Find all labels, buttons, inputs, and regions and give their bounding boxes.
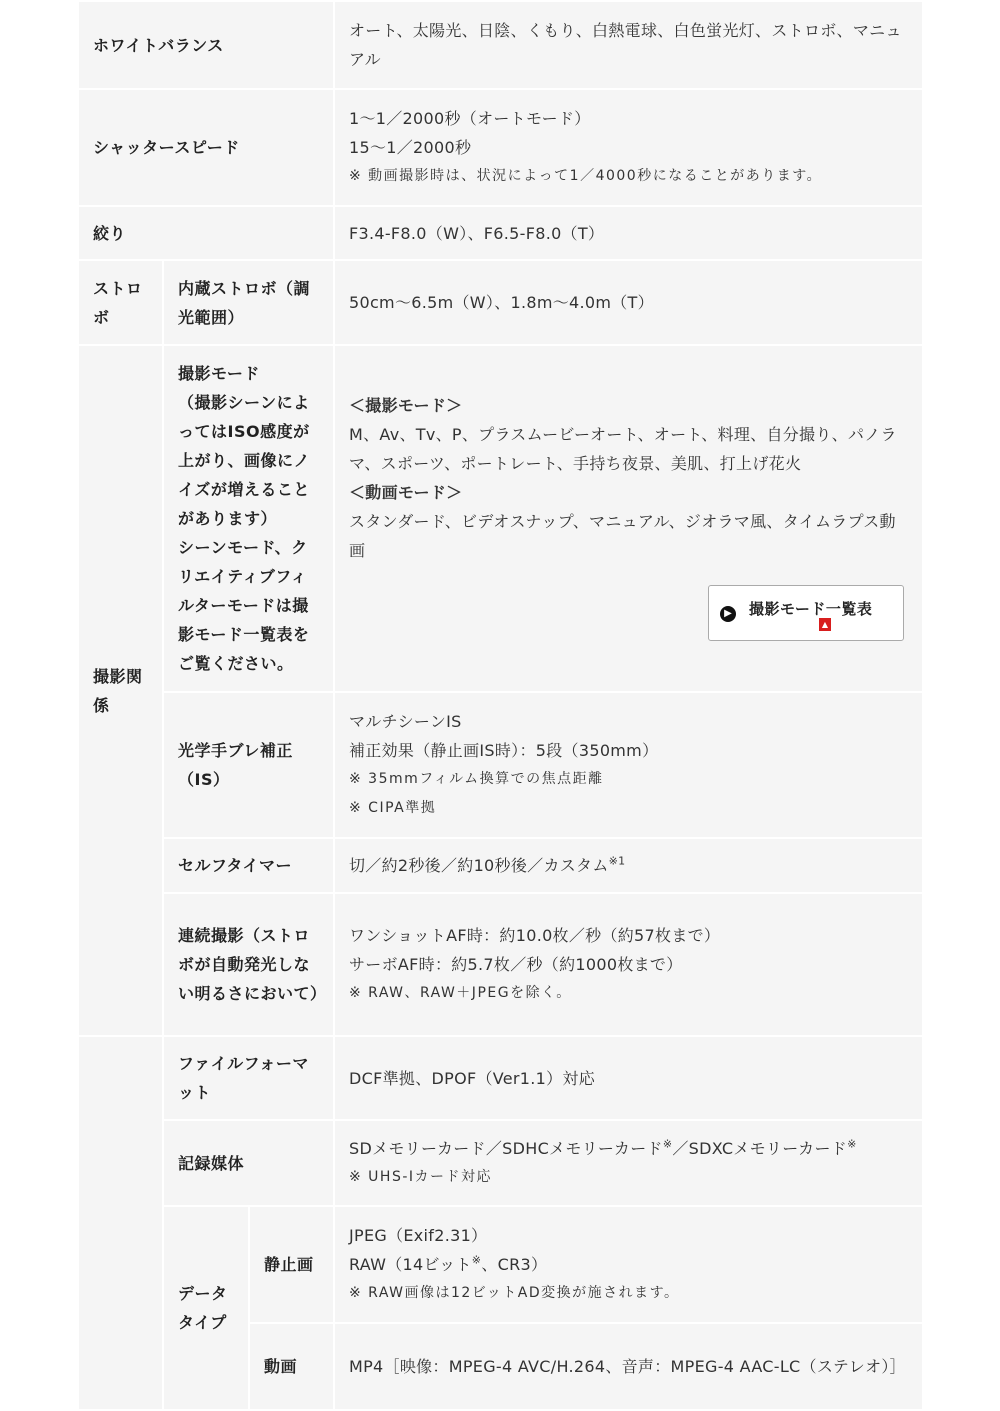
value-still-image xyxy=(334,1206,923,1323)
media-footnote-b: ※ xyxy=(847,1137,857,1151)
label-recording-media: 記録媒体 xyxy=(163,1120,334,1206)
row-file-format xyxy=(78,1036,923,1120)
value-shutter-speed xyxy=(334,89,923,206)
value-recording-media xyxy=(334,1120,923,1206)
shutter-note: ※ 動画撮影時は、状況によって1／4000秒になることがあります。 xyxy=(349,168,823,184)
still-footnote: ※ xyxy=(471,1253,482,1267)
group-recording xyxy=(78,1036,163,1410)
burst-note: ※ RAW、RAW＋JPEGを除く。 xyxy=(349,985,572,1001)
label-movie: 動画 xyxy=(249,1323,334,1410)
self-timer-text: 切／約2秒後／約10秒後／カスタム xyxy=(349,856,609,875)
movie-mode-heading: ＜動画モード＞ xyxy=(349,483,463,502)
still-line-2a: RAW（14ビット xyxy=(349,1255,472,1274)
value-self-timer xyxy=(334,838,923,893)
arrow-right-icon: ▶ xyxy=(720,606,736,622)
label-aperture: 絞り xyxy=(78,206,334,260)
movie-mode-list: スタンダード、ビデオスナップ、マニュアル、ジオラマ風、タイムラプス動画 xyxy=(349,512,896,560)
still-mode-list: M、Av、Tv、P、プラスムービーオート、オート、料理、自分撮り、パノラマ、スポーツ、ポートレート、手持ち夜景、美肌、打上げ花火 xyxy=(349,425,897,473)
label-white-balance: ホワイトバランス xyxy=(78,1,334,89)
is-line-2: 補正効果（静止画IS時）：5段（350mm） xyxy=(349,741,659,760)
still-line-2 xyxy=(349,1250,908,1279)
still-line-2b: 、CR3） xyxy=(481,1255,548,1274)
pdf-icon: ▲ xyxy=(819,618,831,631)
label-flash-range: 内蔵ストロボ（調光範囲） xyxy=(163,260,334,345)
self-timer-footnote: ※1 xyxy=(608,854,626,868)
label-data-type: データタイプ xyxy=(163,1206,249,1410)
value-image-stabilizer xyxy=(334,692,923,838)
label-image-stabilizer: 光学手ブレ補正（IS） xyxy=(163,692,334,838)
row-self-timer xyxy=(78,838,923,893)
shutter-line-2: 15〜1／2000秒 xyxy=(349,138,472,157)
shooting-mode-title: 撮影モード xyxy=(178,364,260,383)
value-continuous-shooting xyxy=(334,893,923,1036)
row-continuous-shooting xyxy=(78,893,923,1036)
group-flash: ストロボ xyxy=(78,260,163,345)
group-shooting: 撮影関係 xyxy=(78,345,163,1036)
shutter-line-1: 1〜1／2000秒（オートモード） xyxy=(349,109,591,128)
row-aperture xyxy=(78,206,923,260)
value-white-balance: オート、太陽光、日陰、くもり、白熱電球、白色蛍光灯、ストロボ、マニュアル xyxy=(334,1,923,89)
row-data-type-still xyxy=(78,1206,923,1323)
value-movie: MP4［映像：MPEG-4 AVC/H.264、音声：MPEG-4 AAC-LC（ステレオ）］ xyxy=(334,1323,923,1410)
label-shooting-mode xyxy=(163,345,334,692)
media-footnote-a: ※ xyxy=(662,1137,673,1151)
shooting-mode-list-label: 撮影モード一覧表 xyxy=(749,600,873,618)
value-file-format: DCF準拠、DPOF（Ver1.1）対応 xyxy=(334,1036,923,1120)
value-flash-range: 50cm〜6.5m（W）、1.8m〜4.0m（T） xyxy=(334,260,923,345)
row-image-stabilizer xyxy=(78,692,923,838)
row-flash xyxy=(78,260,923,345)
value-aperture: F3.4-F8.0（W）、F6.5-F8.0（T） xyxy=(334,206,923,260)
spec-table xyxy=(77,0,924,1411)
media-note: ※ UHS-Iカード対応 xyxy=(349,1169,493,1185)
still-note: ※ RAW画像は12ビットAD変換が施されます。 xyxy=(349,1285,680,1301)
still-line-1: JPEG（Exif2.31） xyxy=(349,1226,488,1245)
is-note-1: ※ 35mmフィルム換算での焦点距離 xyxy=(349,771,604,787)
shooting-mode-list-button[interactable] xyxy=(708,585,904,641)
burst-line-1: ワンショットAF時：約10.0枚／秒（約57枚まで） xyxy=(349,926,721,945)
shooting-mode-extra: シーンモード、クリエイティブフィルターモードは撮影モード一覧表をご覧ください。 xyxy=(178,538,310,673)
is-note-2: ※ CIPA準拠 xyxy=(349,800,437,816)
row-white-balance xyxy=(78,1,923,89)
still-mode-heading: ＜撮影モード＞ xyxy=(349,396,463,415)
shooting-mode-note: （撮影シーンによってはISO感度が上がり、画像にノイズが増えることがあります） xyxy=(178,393,311,528)
label-continuous-shooting: 連続撮影（ストロボが自動発光しない明るさにおいて） xyxy=(163,893,334,1036)
burst-line-2: サーボAF時：約5.7枚／秒（約1000枚まで） xyxy=(349,955,683,974)
media-text-a: SDメモリーカード／SDHCメモリーカード xyxy=(349,1139,663,1158)
label-self-timer: セルフタイマー xyxy=(163,838,334,893)
label-shutter-speed: シャッタースピード xyxy=(78,89,334,206)
label-still-image: 静止画 xyxy=(249,1206,334,1323)
row-recording-media xyxy=(78,1120,923,1206)
media-line xyxy=(349,1134,908,1163)
media-text-b: ／SDXCメモリーカード xyxy=(672,1139,848,1158)
is-line-1: マルチシーンIS xyxy=(349,712,462,731)
label-file-format: ファイルフォーマット xyxy=(163,1036,334,1120)
row-shutter-speed xyxy=(78,89,923,206)
